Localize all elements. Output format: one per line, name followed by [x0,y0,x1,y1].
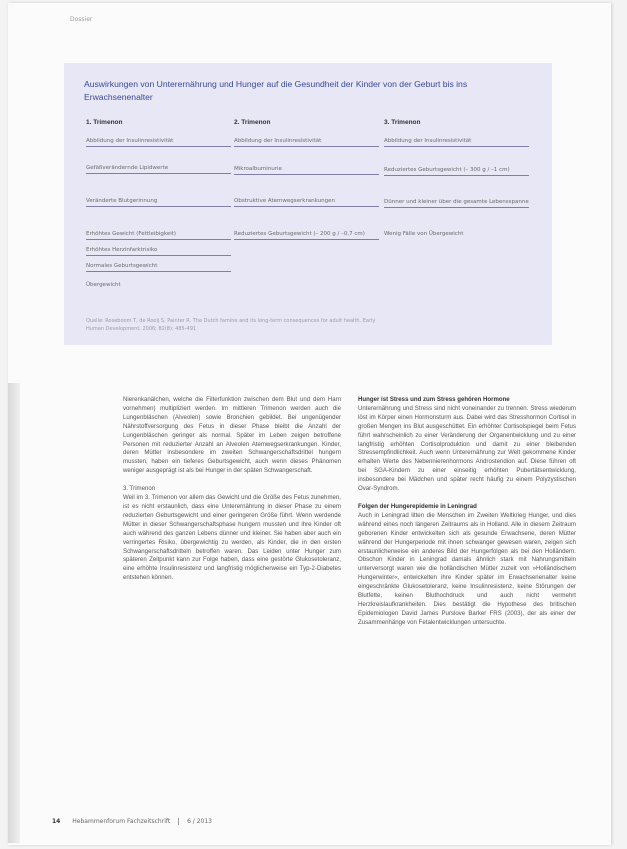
box-item: Reduziertes Geburtsgewicht (– 200 g / –0,7 cm) [234,219,379,240]
box-item: Mikroalbuminurie [234,165,379,175]
page-number: 14 [52,818,61,825]
section-heading: Hunger ist Stress und zum Stress gehören Hormone [358,396,510,403]
footer-divider [178,818,179,825]
column-header: 3. Trimenon [384,119,421,126]
body-paragraph: Nierenkanälchen, welche die Filterfunktion zwischen dem Blut und dem Harn vornehmen) multipliziert werden. Im mittleren Trimenon werden auch die Lungenbläschen (Alveolen) sowie Bronchien gebildet. Bei ungenügender Nährstoffversorgung des Fetus in dieser Phase bleibt die Anzahl der Lungenbläschen geringer als normal. Später im Leben zeigen betroffene Personen mit reduzierter Anzahl an Alveolen Atemwegserkrankungen. Kinder, deren Mütter insbesondere im zweiten Schwangerschaftsdrittel hungern mussten, haben ein tieferes Geburtsgewicht, auch wenn dieses Phänomen weniger ausgeprägt ist als bei Hunger in der späten Schwangerschaft. [123,396,341,475]
trimester-column-2 [234,119,382,237]
body-column-left [123,396,341,583]
body-paragraph: Auch in Leningrad litten die Menschen im Zweiten Weltkrieg Hunger, und dies während eines noch längeren Zeitraums als in Holland. Alle in diesem Zeitraum geborenen Kinder entwickelten sich als gesunde Erwachsene, deren Mütter während der Hungerperiode mit ihnen schwanger gewesen waren, zeigen sich erstaunlicherweise ein anderes Bild der Hungerfolgen als bei den Holländern. Obschon Kinder in Leningrad damals ähnlich stark mit Nahrungsmitteln unterversorgt waren wie die holländischen Mütter zuzeit von »Holländischem Hungerwinter«, entwickelten ihre Kinder später im Erwachsenenalter keine eingeschränkte Glukosetoleranz, keine Insulinresistenz, keine Störungen der Blutfette, keinen Bluthochdruck und auch nicht vermehrt Herzkreislaufkrankheiten. Dies bestätigt die Hypothese des britischen Epidemiologen David James Purslove Barker FRS (2003), der als einer der Zusammenhänge von Fetalentwicklungen untersuchte. [358,511,576,626]
section-tag: Dossier [70,16,93,23]
box-item: Abbildung der Insulinresistivität [86,136,231,147]
body-paragraph: Unterernährung und Stress sind nicht voneinander zu trennen. Stress wiederum löst im Körper einen Hormonsturm aus. Dabei wird das Stresshormon Cortisol in großen Mengen ins Blut ausgeschüttet. Ein erhöhter Cortisolspiegel beim Fetus führt wahrscheinlich zu einer Veränderung der Organentwicklung und zu einer langfristig erhöhten Cortisolproduktion und damit zu einer bleibenden Stressempfindlichkeit. Auch wenn Unterernährung zur Welt gekommene Kinder erhalten Werte des Nebennierenhormons Androstendion auf. Diese führen oft bei SGA-Kindern zu einer einseitig erhöhten Pubertätsentwicklung, insbesondere bei Mädchen und später recht häufig zu einem Polyzystischen Ovar-Syndrom. [358,404,576,493]
page-footer [52,818,212,825]
box-item: Erhöhtes Herzinfarktrisiko [86,245,231,256]
section-heading: Folgen der Hungerepidemie in Leningrad [358,502,477,510]
paragraph-gap [123,476,341,485]
box-item: Dünner und kleiner über die gesamte Lebensspanne [384,187,529,208]
box-item: Abbildung der Insulinresistivität [234,136,379,147]
info-box [64,63,552,345]
issue-number: 6 / 2013 [187,818,212,825]
box-item: Gefäßverändernde Lipidwerte [86,156,231,174]
paragraph-gap [358,494,576,503]
box-item: Veränderte Blutgerinnung [86,197,231,207]
source-note: Quelle: Roseboom T, de Rooij S, Painter R. The Dutch famine and its long-term consequences for adult health. Early Human Development, 2006; 82(8): 485-491 [86,318,376,332]
trimester-column-3 [384,119,532,237]
box-item: Reduziertes Geburtsgewicht (– 300 g / –1 cm) [384,156,529,176]
column-header: 1. Trimenon [86,119,123,126]
info-box-title: Auswirkungen von Unterernährung und Hunger auf die Gesundheit der Kinder von der Geburt bis ins Erwachsenenalter [84,79,468,102]
document-page [8,3,611,845]
body-column-right [358,396,576,628]
box-item: Wenig Fälle von Übergewicht [384,230,464,237]
box-item: Abbildung der Insulinresistivität [384,136,529,147]
box-item: Erhöhtes Gewicht (Fettleibigkeit) [86,229,231,240]
journal-name: Hebammenforum Fachzeitschrift [72,818,171,825]
page-gutter-shadow [8,383,20,843]
body-paragraph: Weil im 3. Trimenon vor allem das Gewicht und die Größe des Fetus zunehmen, ist es nicht erstaunlich, dass eine Unterernährung in dieser Phase zu einem reduzierten Geburtsgewicht und einer geringeren Größe führt. Wenn werdende Mütter in dieser Schwangerschaftsphase hungern mussten und ihre Kinder oft auch während des ganzen Lebens dünner und kleiner. Sie haben aber auch ein verringertes Risiko, übergewichtig zu werden, als Kinder, die in den ersten Schwangerschaftsdritteln betroffen waren. Das Leiden unter Hunger zum späteren Zeitpunkt kann zur Folge haben, dass eine gestörte Glukosetoleranz, eine erhöhte Insulinresistenz und langfristig möglicherweise ein Typ-2-Diabetes entstehen können. [123,494,341,582]
box-item: Übergewicht [86,281,121,288]
column-header: 2. Trimenon [234,119,271,126]
subheading: 3. Trimenon [123,485,156,493]
box-item: Obstruktive Atemwegserkrankungen [234,187,379,207]
box-item: Normales Geburtsgewicht [86,261,231,272]
trimester-column-1 [86,119,234,288]
